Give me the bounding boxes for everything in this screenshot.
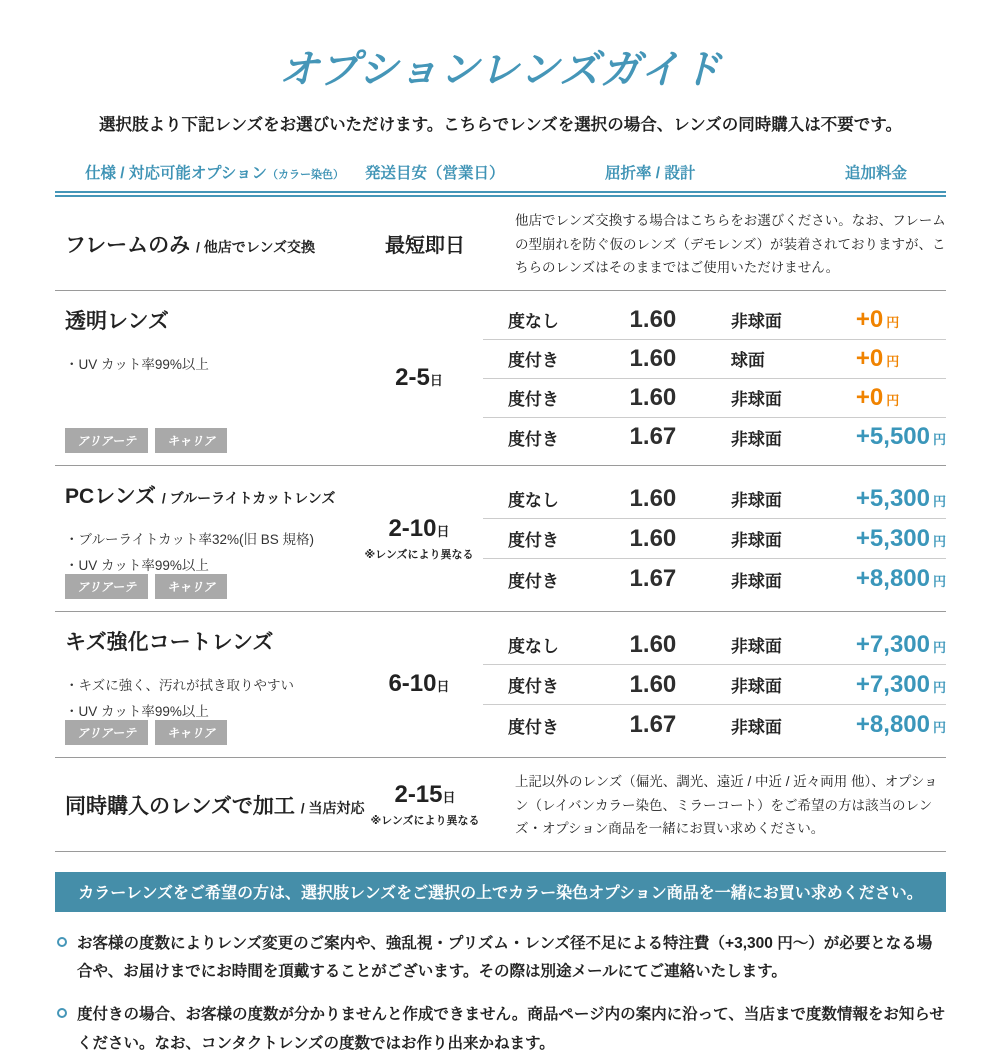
shipping-days: 2-5: [395, 363, 430, 391]
price-amount: +0: [855, 344, 884, 372]
lens-option-row: [483, 559, 946, 599]
shipping-days: 2-10: [388, 514, 437, 542]
note-text: 度付きの場合、お客様の度数が分かりませんと作成できません。商品ページ内の案内に沿って、当店まで度数情報をお知らせください。なお、コンタクトレンズの度数ではお作り出来かねます。: [77, 1006, 945, 1052]
power-type: 度付き: [507, 717, 559, 737]
row-description: 上記以外のレンズ（偏光、調光、遠近 / 中近 / 近々両用 他）、オプション（レイバンカラー染色、ミラーコート）をご希望の方は該当のレンズ・オプション商品を一緒にお買い求めください。: [515, 773, 938, 837]
lens-design: 非球面: [730, 390, 782, 410]
lens-name: [65, 480, 355, 510]
table-row-frame-only: [55, 197, 946, 291]
tag-list: [65, 720, 355, 745]
lens-design: 球面: [730, 351, 765, 371]
spec-cell: [55, 612, 355, 757]
power-type: 度なし: [507, 312, 559, 332]
lens-option-row: [483, 625, 946, 665]
price: [838, 711, 946, 739]
shipping-cell: [360, 758, 490, 851]
refraction-index: 1.60: [629, 305, 677, 333]
refraction-index: 1.60: [629, 344, 677, 372]
tag-career: キャリア: [155, 428, 227, 453]
refraction-index: 1.60: [629, 630, 677, 658]
price-amount: +8,800: [855, 565, 930, 593]
lens-option-row: [483, 705, 946, 745]
price-unit: 円: [932, 533, 946, 549]
spec-cell: [55, 291, 355, 465]
lens-option-row: [483, 301, 946, 340]
shipping-estimate: 最短即日: [385, 234, 465, 257]
lens-options: [483, 612, 946, 757]
lens-option-row: [483, 340, 946, 379]
spec-cell: [55, 758, 365, 851]
lens-design: 非球面: [730, 429, 782, 449]
spec-cell: [55, 197, 360, 290]
circle-bullet-icon: [57, 937, 67, 947]
price-amount: +7,300: [855, 670, 930, 698]
power-type: 度付き: [507, 571, 559, 591]
price-unit: 円: [932, 493, 946, 509]
page-subtitle: 選択肢より下記レンズをお選びいただけます。こちらでレンズを選択の場合、レンズの同時購入は不要です。: [99, 116, 902, 134]
price-amount: +5,300: [855, 524, 930, 552]
note-item: [55, 930, 946, 987]
lens-design: 非球面: [730, 717, 782, 737]
lens-design: 非球面: [730, 491, 782, 511]
lens-option-row: [483, 418, 946, 457]
feature-item: ・キズに強く、汚れが拭き取りやすい: [65, 677, 294, 693]
lens-name: [65, 790, 365, 820]
detail-cell: [483, 466, 946, 611]
tag-career: キャリア: [155, 574, 227, 599]
spec-cell: [55, 466, 355, 611]
lens-design: 非球面: [730, 677, 782, 697]
shipping-cell: [355, 291, 483, 465]
price-amount: +0: [855, 383, 884, 411]
column-header-spec: [85, 161, 344, 183]
row-description: 他店でレンズ交換する場合はこちらをお選びください。なお、フレームの型崩れを防ぐ仮のレンズ（デモレンズ）が装着されておりますが、こちらのレンズはそのままではご使用いただけません。: [515, 213, 946, 276]
feature-item: ・UV カット率99%以上: [65, 356, 209, 372]
price-unit: 円: [932, 679, 946, 695]
power-type: 度なし: [507, 637, 559, 657]
shipping-unit: 日: [436, 679, 450, 695]
refraction-index: 1.60: [629, 383, 677, 411]
price-amount: +8,800: [855, 711, 930, 739]
tag-list: [65, 574, 355, 599]
lens-table: [55, 197, 946, 852]
price-unit: 円: [932, 432, 946, 448]
column-header-spec-label: 仕様 / 対応可能オプション: [85, 165, 268, 182]
price-unit: 円: [932, 574, 946, 590]
banner-text: カラーレンズをご希望の方は、選択肢レンズをご選択の上でカラー染色オプション商品を一緒にお買い求めください。: [78, 885, 923, 903]
price-unit: 円: [932, 639, 946, 655]
power-type: 度付き: [507, 390, 559, 410]
lens-options: [483, 466, 946, 611]
shipping-estimate: [388, 670, 449, 698]
feature-list: [65, 347, 355, 373]
refraction-index: 1.67: [629, 423, 677, 451]
lens-name: 透明レンズ: [65, 309, 169, 333]
feature-list: [65, 522, 355, 574]
price-unit: 円: [932, 720, 946, 736]
shipping-estimate: [388, 515, 449, 543]
price: [838, 565, 946, 593]
lens-name-sub: / ブルーライトカットレンズ: [161, 489, 336, 506]
tag-ariate: アリアーテ: [65, 720, 148, 745]
price-amount: +5,300: [855, 484, 930, 512]
feature-item: ・UV カット率99%以上: [65, 703, 209, 719]
tag-ariate: アリアーテ: [65, 574, 148, 599]
shipping-note: ※レンズにより異なる: [370, 814, 480, 827]
shipping-estimate: [394, 781, 455, 809]
shipping-unit: 日: [436, 523, 450, 539]
note-item: [55, 1001, 946, 1058]
detail-cell: [483, 291, 946, 465]
shipping-days: 2-15: [394, 780, 443, 808]
price-unit: 円: [886, 353, 900, 369]
shipping-days: 6-10: [388, 670, 437, 698]
lens-design: 非球面: [730, 531, 782, 551]
refraction-index: 1.67: [629, 565, 677, 593]
lens-name-main: 同時購入のレンズで加工: [65, 795, 295, 819]
power-type: 度付き: [507, 677, 559, 697]
lens-options: [483, 291, 946, 465]
price: [838, 345, 946, 373]
shipping-cell: [355, 612, 483, 757]
column-header-shipping: 発送目安（営業日）: [365, 165, 505, 182]
power-type: 度付き: [507, 429, 559, 449]
shipping-note: ※レンズにより異なる: [364, 548, 474, 561]
column-header-spec-note: （カラー染色）: [267, 169, 345, 181]
price: [838, 306, 946, 334]
price: [838, 384, 946, 412]
lens-name: [65, 229, 360, 259]
shipping-cell: [360, 197, 490, 290]
shipping-cell: [355, 466, 483, 611]
lens-name-sub: / 当店対応: [300, 800, 365, 817]
price: [838, 525, 946, 553]
table-row-pc-lens: [55, 466, 946, 612]
price-unit: 円: [886, 314, 900, 330]
note-text: お客様の度数によりレンズ変更のご案内や、強乱視・プリズム・レンズ径不足による特注費（+3,300 円〜）が必要となる場合や、お届けまでにお時間を頂戴することがございます。その際は別途メールにてご連絡いたします。: [77, 934, 933, 981]
lens-name-main: フレームのみ: [65, 234, 191, 258]
price: [838, 671, 946, 699]
feature-list: [65, 668, 355, 720]
detail-cell: [483, 612, 946, 757]
table-row-simultaneous-purchase: [55, 758, 946, 852]
power-type: 度付き: [507, 351, 559, 371]
page-title: オプションレンズガイド: [279, 48, 722, 92]
detail-cell: [490, 197, 946, 290]
price-unit: 円: [886, 392, 900, 408]
lens-option-row: [483, 519, 946, 559]
table-row-clear-lens: [55, 291, 946, 466]
shipping-unit: 日: [442, 789, 456, 805]
table-column-headers: [0, 161, 1001, 183]
price: [838, 485, 946, 513]
detail-cell: [490, 758, 946, 851]
power-type: 度なし: [507, 491, 559, 511]
tag-ariate: アリアーテ: [65, 428, 148, 453]
lens-option-row: [483, 665, 946, 705]
shipping-estimate: [395, 364, 443, 392]
refraction-index: 1.60: [629, 670, 677, 698]
feature-item: ・UV カット率99%以上: [65, 557, 209, 573]
lens-name-main: PCレンズ: [65, 484, 157, 508]
tag-career: キャリア: [155, 720, 227, 745]
price-amount: +5,500: [855, 423, 930, 451]
price-amount: +0: [855, 305, 884, 333]
column-header-refraction: 屈折率 / 設計: [605, 165, 696, 182]
table-row-scratch-coat-lens: [55, 612, 946, 758]
tag-list: [65, 428, 355, 453]
price: [838, 423, 946, 451]
refraction-index: 1.60: [629, 524, 677, 552]
shipping-unit: 日: [429, 372, 443, 388]
column-header-price: 追加料金: [845, 165, 908, 182]
price: [838, 631, 946, 659]
price-amount: +7,300: [855, 630, 930, 658]
footer-notes: [55, 930, 946, 1058]
lens-option-row: [483, 379, 946, 418]
feature-item: ・ブルーライトカット率32%(旧 BS 規格): [65, 531, 315, 547]
power-type: 度付き: [507, 531, 559, 551]
refraction-index: 1.60: [629, 484, 677, 512]
lens-design: 非球面: [730, 312, 782, 332]
lens-option-row: [483, 479, 946, 519]
lens-name: キズ強化コートレンズ: [65, 630, 274, 654]
lens-design: 非球面: [730, 571, 782, 591]
color-lens-banner: [55, 872, 946, 912]
lens-design: 非球面: [730, 637, 782, 657]
refraction-index: 1.67: [629, 711, 677, 739]
lens-name-sub: / 他店でレンズ交換: [196, 239, 316, 256]
circle-bullet-icon: [57, 1008, 67, 1018]
